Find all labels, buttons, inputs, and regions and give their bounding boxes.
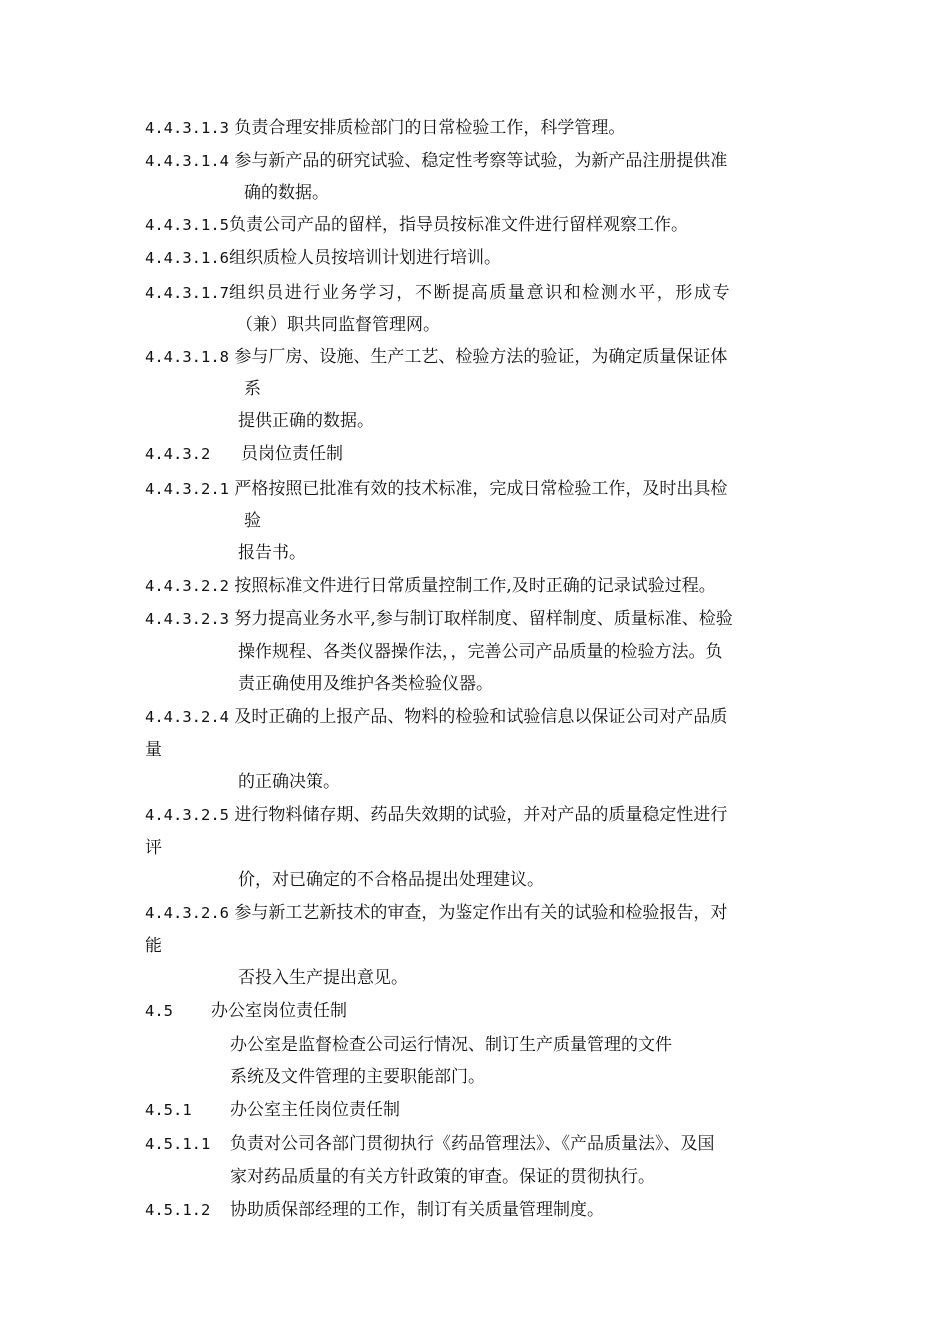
line-4-4-3-1-6 [145,247,501,269]
line-4-4-3-2-1 [145,478,727,500]
clause-text: 量 [145,740,162,760]
clause-text: 组织员进行业务学习，不断提高质量意识和检测水平，形成专 [229,283,732,303]
clause-number: 4.4.3.1.6 [145,249,229,267]
clause-text: 办公室是监督检查公司运行情况、制订生产质量管理的文件 [230,1035,672,1055]
clause-text: 负责公司产品的留样，指导员按标准文件进行留样观察工作。 [229,215,688,235]
clause-text: 员岗位责任制 [241,444,343,464]
clause-text: 努力提高业务水平,参与制订取样制度、留样制度、质量标准、检验 [229,609,733,629]
clause-number: 4.4.3.2.6 [145,904,229,922]
clause-text: 办公室岗位责任制 [211,1001,347,1021]
clause-text: 组织质检人员按培训计划进行培训。 [229,248,501,268]
continuation-line [238,771,340,793]
clause-number: 4.4.3.2.2 [145,577,229,595]
continuation-line [238,641,723,663]
clause-text: 严格按照已批准有效的技术标准，完成日常检验工作，及时出具检 [229,479,728,499]
clause-text: 家对药品质量的有关方针政策的审查。保证的贯彻执行。 [230,1167,655,1187]
clause-number: 4.4.3.2.5 [145,806,229,824]
line-4-4-3-1-3 [145,117,625,139]
clause-text: 参与新产品的研究试验、稳定性考察等试验，为新产品注册提供准 [229,151,728,171]
clause-number: 4.4.3.2.4 [145,708,229,726]
line-4-4-3-2-4 [145,706,727,728]
clause-text: 及时正确的上报产品、物料的检验和试验信息以保证公司对产品质 [229,707,728,727]
clause-text: 价，对已确定的不合格品提出处理建议。 [238,870,544,890]
clause-number: 4.4.3.1.8 [145,348,229,366]
clause-number: 4.4.3.2.1 [145,480,229,498]
clause-number: 4.4.3.1.7 [145,284,229,302]
line-4-5-1 [145,1099,400,1121]
continuation-line [230,1066,485,1088]
clause-number: 4.4.3.2.3 [145,610,229,628]
clause-text: 按照标准文件进行日常质量控制工作,及时正确的记录试验过程。 [229,576,716,596]
clause-text: 负责对公司各部门贯彻执行《药品管理法》、《产品质量法》、及国 [230,1134,715,1154]
clause-number: 4.4.3.1.4 [145,152,229,170]
clause-text: （兼）职共同监督管理网。 [236,315,440,335]
continuation-line [238,967,408,989]
continuation-line [230,1034,672,1056]
line-4-4-3-1-7 [145,282,731,304]
clause-text: 否投入生产提出意见。 [238,968,408,988]
continuation-line [236,314,440,336]
line-4-4-3-2-2 [145,575,716,597]
continuation-line [230,1166,655,1188]
line-4-4-3-1-5 [145,214,688,236]
continuation-line [145,935,162,957]
clause-number: 4.4.3.1.3 [145,119,229,137]
clause-text: 办公室主任岗位责任制 [230,1100,400,1120]
clause-text: 参与厂房、设施、生产工艺、检验方法的验证，为确定质量保证体 [229,347,728,367]
clause-text: 验 [244,511,261,531]
clause-number: 4.4.3.1.5 [145,216,229,234]
clause-number: 4.5.1.2 [145,1201,211,1219]
clause-number: 4.4.3.2 [145,445,211,463]
clause-text: 的正确决策。 [238,772,340,792]
clause-text: 能 [145,936,162,956]
continuation-line [145,739,162,761]
continuation-line [145,837,162,859]
continuation-line [244,510,261,532]
continuation-line [244,182,329,204]
clause-text: 提供正确的数据。 [238,411,374,431]
continuation-line [238,410,374,432]
line-4-4-3-1-4 [145,150,727,172]
continuation-line [238,869,544,891]
line-4-4-3-2 [145,443,343,465]
clause-text: 评 [145,838,162,858]
section-heading-4-5 [145,1000,347,1022]
clause-text: 报告书。 [238,543,306,563]
clause-text: 进行物料储存期、药品失效期的试验，并对产品的质量稳定性进行 [229,805,728,825]
continuation-line [238,673,493,695]
clause-text: 操作规程、各类仪器操作法，，完善公司产品质量的检验方法。负 [238,642,723,662]
line-4-4-3-1-8 [145,346,727,368]
line-4-4-3-2-6 [145,902,727,924]
line-4-4-3-2-3 [145,608,733,630]
clause-text: 负责合理安排质检部门的日常检验工作，科学管理。 [229,118,626,138]
clause-number: 4.5 [145,1002,173,1020]
clause-text: 协助质保部经理的工作，制订有关质量管理制度。 [230,1200,604,1220]
line-4-5-1-1 [145,1133,715,1155]
clause-text: 责正确使用及维护各类检验仪器。 [238,674,493,694]
continuation-line [238,542,306,564]
clause-text: 确的数据。 [244,183,329,203]
continuation-line [244,378,261,400]
clause-text: 系统及文件管理的主要职能部门。 [230,1067,485,1087]
clause-text: 参与新工艺新技术的审查，为鉴定作出有关的试验和检验报告，对 [229,903,728,923]
line-4-5-1-2 [145,1199,604,1221]
clause-number: 4.5.1.1 [145,1135,211,1153]
line-4-4-3-2-5 [145,804,727,826]
clause-text: 系 [244,379,261,399]
clause-number: 4.5.1 [145,1101,192,1119]
